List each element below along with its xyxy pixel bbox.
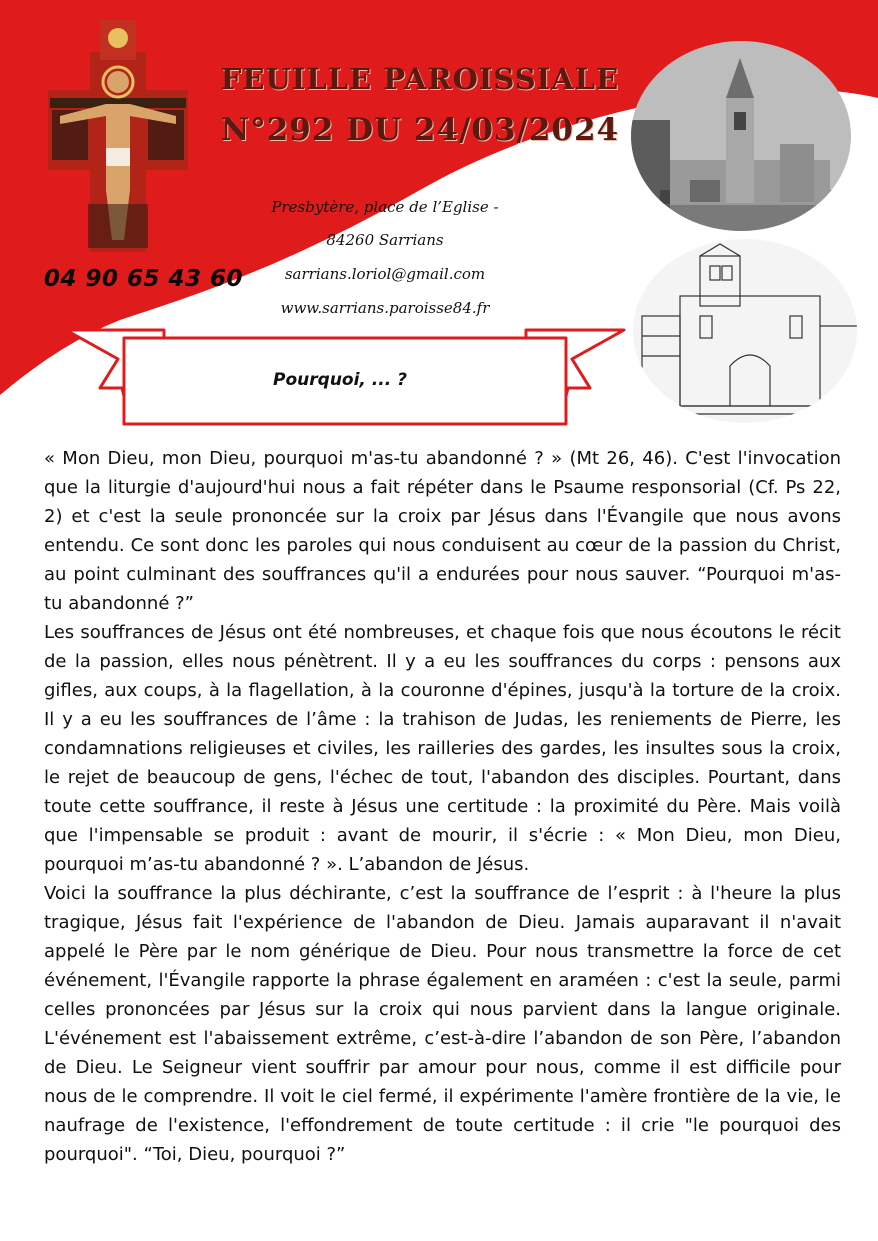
email-address: sarrians.loriol@gmail.com	[284, 265, 486, 283]
article-paragraph-2: Les souffrances de Jésus ont été nombreuses, et chaque fois que nous écoutons le récit de la passion, elles nous pénètrent. Il y a eu les souffrances du corps : pensons aux gifles, aux coups, à la flagellation, à la couronne d'épines, jusqu'à la torture de la croix. Il y a eu les souffrances de l’âme : la trahison de Judas, les reniements de Pierre, les condamnations religieuses et civiles, les railleries des gardes, les insultes sous la croix, le rejet de beaucoup de gens, l'échec de tout, l'abandon des disciples. Pourtant, dans toute cette souffrance, il reste à Jésus une certitude : la proximité du Père. Mais voilà que l'impensable se produit : avant de mourir, il s'écrie : « Mon Dieu, mon Dieu, pourquoi m’as-tu abandonné ? ». L’abandon de Jésus.	[44, 622, 841, 875]
article-body	[44, 444, 841, 1169]
title-line-1: FEUILLE PAROISSIALE	[220, 62, 620, 96]
title-line-2: N°292 DU 24/03/2024	[220, 112, 620, 148]
address-line-2: 84260 Sarrians	[326, 231, 444, 249]
church-drawing-image	[630, 236, 860, 426]
website-url: www.sarrians.paroisse84.fr	[280, 299, 490, 317]
article-paragraph-1: « Mon Dieu, mon Dieu, pourquoi m'as-tu abandonné ? » (Mt 26, 46). C'est l'invocation que la liturgie d'aujourd'hui nous a fait répéter dans le Psaume responsorial (Cf. Ps 22, 2) et c'est la seule prononcée sur la croix par Jésus dans l'Évangile que nous avons entendu. Ce sont donc les paroles qui nous conduisent au cœur de la passion du Christ, au point culminant des souffrances qu'il a endurées pour nous sauver. “Pourquoi m'as-tu abandonné ?”	[44, 448, 841, 614]
address-line-1: Presbytère, place de l’Eglise -	[271, 198, 499, 216]
crucifix-icon	[40, 20, 195, 255]
phone-number: 04 90 65 43 60	[44, 266, 244, 292]
church-photo-image	[630, 40, 852, 232]
banner-title: Pourquoi, ... ?	[273, 370, 407, 390]
article-paragraph-3: Voici la souffrance la plus déchirante, c’est la souffrance de l’esprit : à l'heure la plus tragique, Jésus fait l'expérience de l'abandon de Dieu. Jamais auparavant il n'avait appelé le Père par le nom générique de Dieu. Pour nous transmettre la force de cet événement, l'Évangile rapporte la phrase également en araméen : c'est la seule, parmi celles prononcées par Jésus sur la croix qui nous parvient dans la langue originale. L'événement est l'abaissement extrême, c’est-à-dire l’abandon de son Père, l’abandon de Dieu. Le Seigneur vient souffrir par amour pour nous, comme il est difficile pour nous de le comprendre. Il voit le ciel fermé, il expérimente l'amère frontière de la vie, le naufrage de l'existence, l'effondrement de toute certitude : il crie "le pourquoi des pourquoi". “Toi, Dieu, pourquoi ?”	[44, 883, 841, 1165]
